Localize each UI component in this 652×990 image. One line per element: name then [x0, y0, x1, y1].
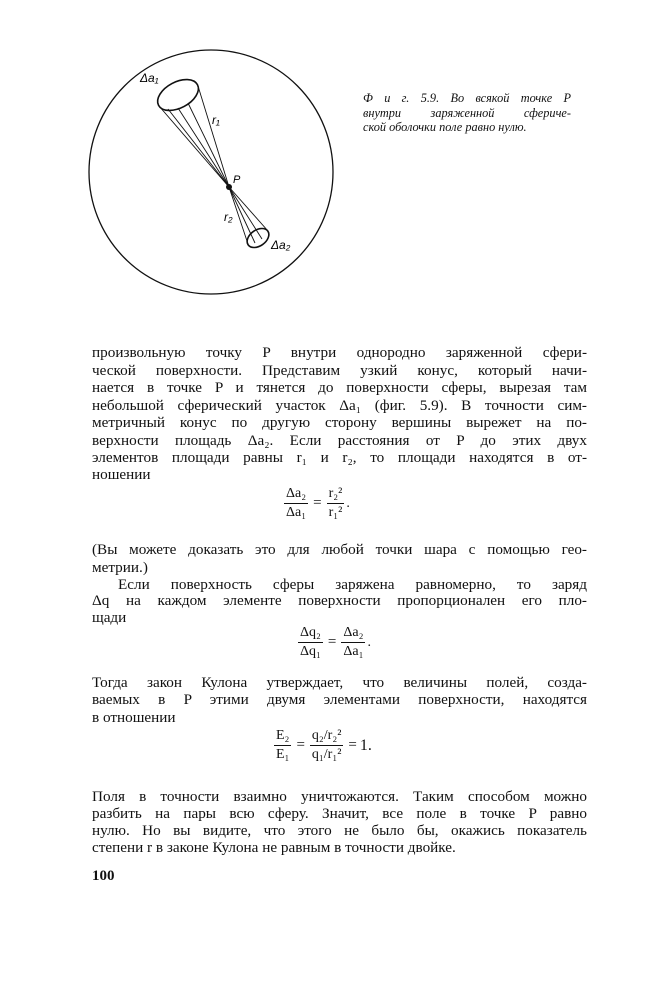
- point-p: [226, 184, 232, 190]
- label-p: P: [233, 174, 241, 186]
- text-line: ношении: [92, 466, 151, 483]
- text-line: элементов площади равны r₁ и r₂, то площади находятся в от-: [92, 449, 587, 466]
- label-da1: Δa₁: [140, 71, 159, 85]
- caption-line: Ф и г. 5.9. Во всякой точке P: [363, 91, 571, 105]
- figure-spherical-shell: [0, 0, 360, 310]
- eq-result: 1.: [359, 736, 372, 754]
- label-r2: r₂: [224, 210, 233, 224]
- eq-numerator: Δa₂: [341, 625, 365, 643]
- text-line: (Вы можете доказать это для любой точки шара с помощью гео-: [92, 541, 587, 558]
- eq-operator: =: [296, 737, 305, 753]
- eq-denominator: q₁/r₁²: [311, 747, 342, 762]
- eq-operator: =: [348, 737, 357, 753]
- text-line: ваемых в P этими двумя элементами поверхности, находятся: [92, 691, 587, 708]
- cone-2: [229, 187, 272, 251]
- text-line: в отношении: [92, 709, 176, 726]
- text-line: нается в точке P и тянется до поверхности сферы, вырезая там: [92, 379, 587, 396]
- equation-field-ratio: [272, 728, 372, 763]
- eq-period: .: [346, 495, 350, 511]
- text-line: метричный конус по другую сторону вершины вырежет на по-: [92, 414, 587, 431]
- eq-denominator: E₁: [276, 747, 290, 762]
- cone-1: [152, 73, 229, 187]
- eq-period: .: [367, 634, 371, 650]
- text-line: Тогда закон Кулона утверждает, что величины полей, созда-: [92, 674, 587, 691]
- eq-denominator: Δa₁: [286, 505, 307, 520]
- text-line: Δq на каждом элементе поверхности пропорционален его пло-: [92, 592, 587, 609]
- eq-operator: =: [313, 495, 322, 511]
- text-line: произвольную точку P внутри однородно заряженной сфери-: [92, 344, 587, 361]
- eq-numerator: Δq₂: [298, 625, 323, 643]
- caption-line: внутри заряженной сфериче-: [363, 106, 571, 120]
- page-number: 100: [92, 868, 115, 884]
- eq-operator: =: [327, 634, 337, 650]
- eq-denominator: Δq₁: [300, 644, 321, 659]
- text-line: щади: [92, 609, 127, 626]
- equation-charge-ratio: [296, 625, 371, 660]
- text-line: верхности площадь Δa₂. Если расстояния от P до этих двух: [92, 432, 587, 449]
- text-line: разбить на пары всю сферу. Значит, все поле в точке P равно: [92, 805, 587, 822]
- text-line: нулю. Но вы видите, что этого не было бы, окажись показатель: [92, 822, 587, 839]
- eq-numerator: q₂/r₂²: [310, 728, 344, 746]
- eq-denominator: Δa₁: [343, 644, 364, 659]
- equation-area-ratio: [282, 486, 350, 521]
- caption-line: ской оболочки поле равно нулю.: [363, 120, 527, 134]
- text-line: Если поверхность сферы заряжена равномерно, то заряд: [118, 576, 587, 593]
- text-line: ческой поверхности. Представим узкий конус, который начи-: [92, 362, 587, 379]
- eq-denominator: r₁²: [328, 505, 343, 520]
- eq-numerator: Δa₂: [284, 486, 308, 504]
- label-da2: Δa₂: [271, 238, 291, 252]
- text-line: Поля в точности взаимно уничтожаются. Таким способом можно: [92, 788, 587, 805]
- label-r1: r₁: [212, 113, 220, 127]
- text-line: степени r в законе Кулона не равным в точности двойке.: [92, 839, 456, 856]
- eq-numerator: E₂: [274, 728, 291, 746]
- text-line: небольшой сферический участок Δa₁ (фиг. 5.9). В точности сим-: [92, 397, 587, 414]
- sphere-outline: [89, 50, 333, 294]
- eq-numerator: r₂²: [327, 486, 345, 504]
- text-line: метрии.): [92, 559, 148, 576]
